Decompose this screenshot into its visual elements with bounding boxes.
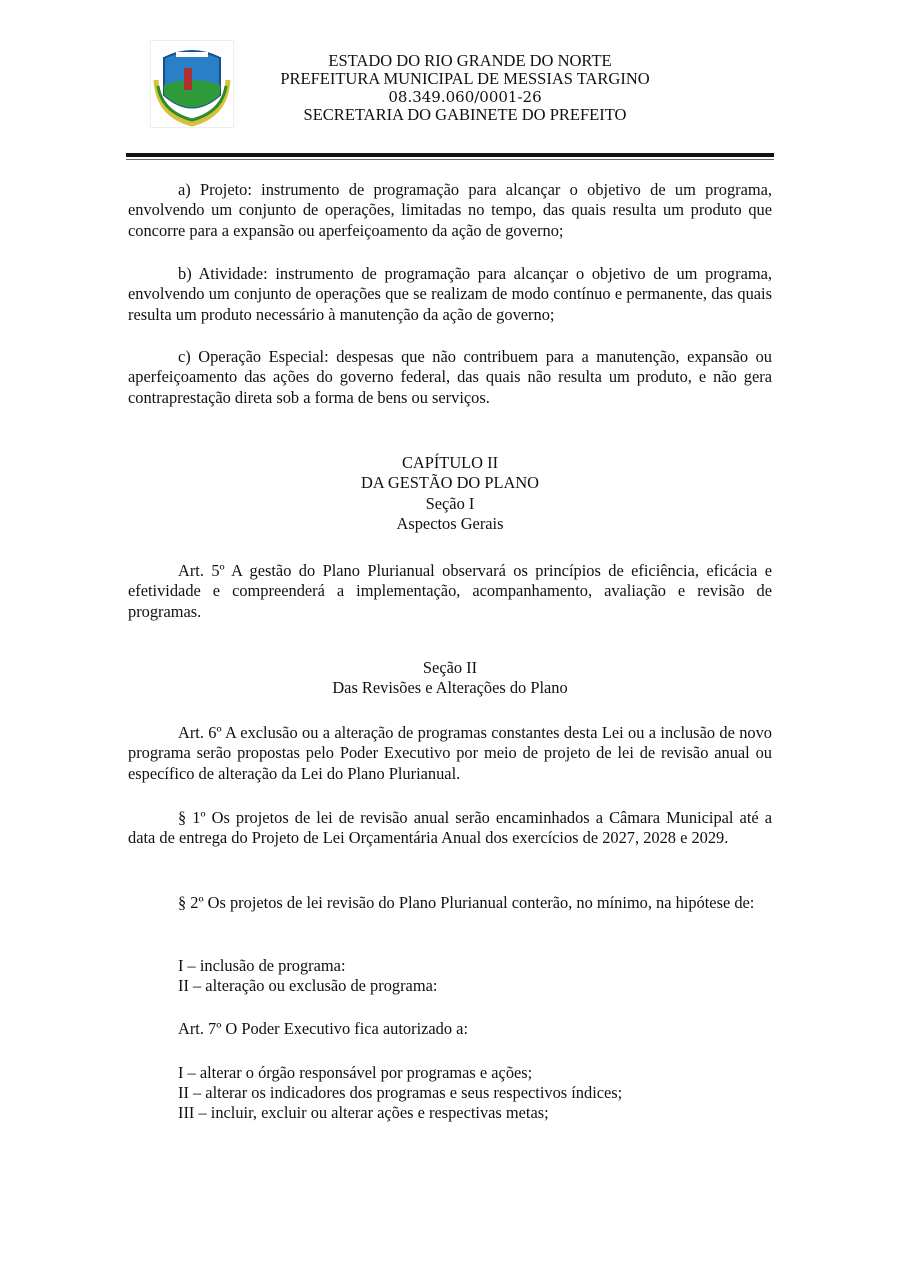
chapter-heading bbox=[128, 453, 772, 534]
section-number: Seção I bbox=[425, 493, 475, 513]
list-item: I – inclusão de programa: bbox=[178, 956, 346, 975]
list-item: II – alterar os indicadores dos programas e seus respectivos índices; bbox=[178, 1083, 623, 1102]
header-prefecture: PREFEITURA MUNICIPAL DE MESSIAS TARGINO bbox=[280, 69, 650, 88]
chapter-number: CAPÍTULO II bbox=[401, 453, 499, 472]
municipal-coat-of-arms-logo bbox=[150, 40, 234, 128]
paragraph-a: a) Projeto: instrumento de programação para alcançar o objetivo de um programa, envolvendo um conjunto de operações, limitadas no tempo, das quais resulta um produto que concorre para a expansão ou aperfeiçoamento da ação de governo; bbox=[128, 180, 772, 240]
chapter-title: DA GESTÃO DO PLANO bbox=[360, 473, 540, 493]
list-item: I – alterar o órgão responsável por programas e ações; bbox=[178, 1063, 533, 1082]
header-secretariat: SECRETARIA DO GABINETE DO PREFEITO bbox=[303, 105, 627, 124]
paragraph-1: § 1º Os projetos de lei de revisão anual serão encaminhados a Câmara Municipal até a data de entrega do Projeto de Lei Orçamentária Anual dos exercícios de 2027, 2028 e 2029. bbox=[128, 808, 772, 848]
section-number: Seção II bbox=[422, 658, 478, 677]
header-cnpj: 08.349.060/0001-26 bbox=[388, 88, 542, 106]
header-state: ESTADO DO RIO GRANDE DO NORTE bbox=[328, 51, 612, 70]
list-item: III – incluir, excluir ou alterar ações e respectivas metas; bbox=[178, 1103, 549, 1122]
header-divider-thin bbox=[126, 159, 774, 160]
article-7: Art. 7º O Poder Executivo fica autorizado a: bbox=[178, 1019, 468, 1038]
section-title: Das Revisões e Alterações do Plano bbox=[332, 678, 568, 698]
list-item: II – alteração ou exclusão de programa: bbox=[178, 976, 438, 995]
article-5: Art. 5º A gestão do Plano Plurianual observará os princípios de eficiência, eficácia e efetividade e compreenderá a implementação, acompanhamento, avaliação e revisão de programas. bbox=[128, 561, 772, 621]
article-6: Art. 6º A exclusão ou a alteração de programas constantes desta Lei ou a inclusão de novo programa serão propostas pelo Poder Executivo por meio de projeto de lei de revisão anual ou específico de alteração da Lei do Plano Plurianual. bbox=[128, 723, 772, 783]
paragraph-2: § 2º Os projetos de lei revisão do Plano Plurianual conterão, no mínimo, na hipótese de: bbox=[178, 893, 755, 912]
letterhead bbox=[250, 52, 680, 124]
paragraph-b: b) Atividade: instrumento de programação para alcançar o objetivo de um programa, envolvendo um conjunto de operações que se realizam de modo contínuo e permanente, das quais resulta um produto necessário à manutenção da ação de governo; bbox=[128, 264, 772, 324]
section-title: Aspectos Gerais bbox=[396, 513, 504, 533]
header-divider bbox=[126, 153, 774, 157]
paragraph-c: c) Operação Especial: despesas que não contribuem para a manutenção, expansão ou aperfeiçoamento das ações do governo federal, das quais não resulta um produto, e não gera contraprestação direta sob a forma de bens ou serviços. bbox=[128, 347, 772, 407]
section-2-heading bbox=[128, 658, 772, 699]
